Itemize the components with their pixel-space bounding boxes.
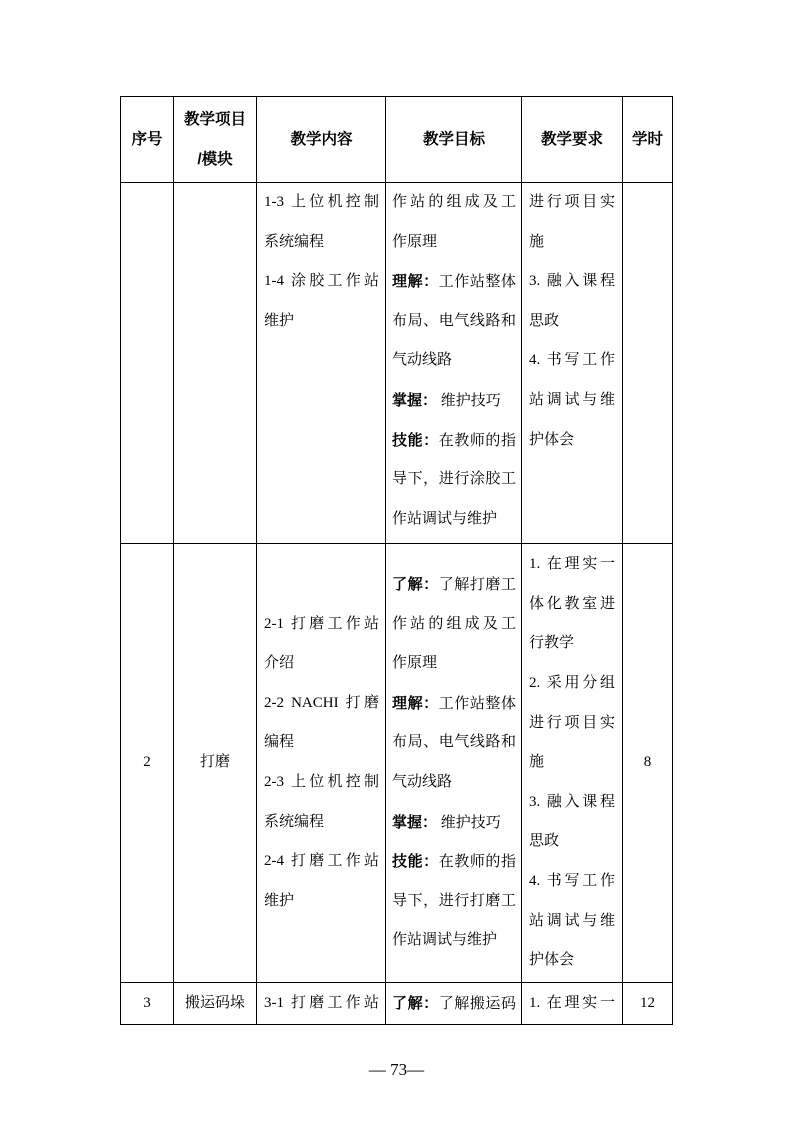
teaching-plan-table — [120, 96, 673, 1025]
text-line — [529, 783, 615, 823]
text-line — [392, 605, 516, 645]
line-text: 作站调试与维护 — [392, 510, 498, 527]
row-2-content-paragraph — [264, 763, 379, 842]
text-line — [264, 984, 379, 1024]
row-3-content-cell — [257, 983, 386, 1025]
line-text: 施 — [529, 754, 545, 771]
row-3-objective-cell — [386, 983, 522, 1025]
header-hours-cell — [623, 97, 673, 183]
page-number: — 73— — [368, 1060, 425, 1079]
row-2-hours-cell — [623, 544, 673, 983]
header-module-line-1: 教学项目 — [183, 110, 246, 128]
header-requirement: 教学要求 — [540, 130, 603, 148]
line-text: 气动线路 — [392, 352, 453, 369]
row-2-content-cell — [257, 544, 386, 983]
row-1-objective-cell — [386, 183, 522, 544]
text-line — [529, 624, 615, 664]
line-text: 1. 在理实一 — [529, 556, 615, 573]
line-text: 系统编程 — [264, 813, 325, 830]
line-text: 思政 — [529, 312, 560, 329]
text-line — [264, 183, 379, 223]
line-text: 维护技巧 — [437, 814, 501, 831]
text-line — [529, 302, 615, 342]
header-objective-cell — [386, 97, 522, 183]
line-text: 护体会 — [529, 431, 575, 448]
text-line — [264, 763, 379, 803]
row-2-seq-text: 2 — [143, 754, 151, 771]
row-3-hours-cell — [623, 983, 673, 1025]
row-3-content-paragraph — [264, 984, 379, 1024]
line-text: 思政 — [529, 833, 560, 850]
line-text: 作站的组成及工 — [392, 615, 516, 632]
row-1-requirement-paragraph — [529, 183, 615, 262]
text-line — [392, 644, 516, 684]
line-text: 施 — [529, 233, 545, 250]
text-line — [529, 183, 615, 223]
row-1-hours-cell — [623, 183, 673, 544]
row-3-seq-text: 3 — [143, 994, 151, 1011]
header-content-cell — [257, 97, 386, 183]
text-line — [529, 421, 615, 461]
row-2-objective-paragraph — [392, 565, 516, 684]
line-text: 4. 书写工作 — [529, 352, 615, 369]
line-text: 进行项目实 — [529, 714, 615, 731]
text-line — [529, 941, 615, 981]
line-text: 在教师的指 — [438, 432, 516, 449]
row-2-module-text: 打磨 — [199, 754, 230, 771]
text-line — [264, 223, 379, 263]
line-text: 护体会 — [529, 952, 575, 969]
row-2-content-paragraph — [264, 605, 379, 684]
line-text: 1. 在理实一 — [529, 994, 615, 1011]
text-line — [529, 545, 615, 585]
text-line — [392, 565, 516, 605]
text-line — [392, 183, 516, 223]
row-3-requirement-cell — [522, 983, 623, 1025]
row-1-requirement-paragraph — [529, 262, 615, 341]
row-3-seq-cell — [121, 983, 174, 1025]
line-text: 编程 — [264, 734, 295, 751]
text-line — [392, 803, 516, 843]
header-objective: 教学目标 — [422, 130, 485, 148]
line-text: 行教学 — [529, 635, 575, 652]
text-line — [392, 381, 516, 421]
header-content: 教学内容 — [290, 130, 353, 148]
line-text: 在教师的指 — [438, 854, 516, 871]
row-1-requirement-paragraph — [529, 341, 615, 460]
row-1-content-paragraph — [264, 262, 379, 341]
text-line — [529, 743, 615, 783]
header-hours: 学时 — [631, 130, 663, 148]
row-1-objective-paragraph — [392, 183, 516, 262]
item-label: 技能： — [392, 431, 439, 449]
text-line — [529, 223, 615, 263]
line-text: 工作站整体 — [438, 274, 516, 291]
row-2-requirement-paragraph — [529, 545, 615, 664]
row-3-module-text: 搬运码垛 — [184, 994, 245, 1011]
text-line — [264, 803, 379, 843]
line-text: 2-1 打磨工作站 — [264, 615, 379, 632]
text-line — [392, 341, 516, 381]
line-text: 2-2 NACHI 打磨 — [264, 694, 379, 711]
row-2-content-paragraph — [264, 684, 379, 763]
line-text: 气动线路 — [392, 774, 453, 790]
header-module-line-2: /模块 — [197, 150, 233, 168]
row-1-objective-paragraph — [392, 262, 516, 381]
row-1-seq-cell — [121, 183, 174, 544]
line-text: 2-4 打磨工作站 — [264, 853, 379, 870]
text-line — [529, 664, 615, 704]
row-2-hours-text: 8 — [643, 754, 652, 771]
row-2-objective-paragraph — [392, 803, 516, 843]
line-text: 1-3 上位机控制 — [264, 194, 379, 210]
row-1-requirement-cell — [522, 183, 623, 544]
row-2-seq-cell — [121, 544, 174, 983]
line-text: 作原理 — [392, 233, 438, 250]
row-3-hours-text: 12 — [640, 994, 655, 1011]
line-text: 4. 书写工作 — [529, 872, 615, 889]
item-label: 理解： — [392, 694, 439, 712]
line-text: 3-1 打磨工作站 — [264, 994, 379, 1011]
line-text: 介绍 — [264, 655, 295, 672]
line-text: 1-4 涂胶工作站 — [264, 273, 379, 290]
text-line — [529, 862, 615, 902]
row-2-requirement-cell — [522, 544, 623, 983]
text-line — [529, 822, 615, 862]
row-2-content-paragraph — [264, 842, 379, 921]
item-label: 了解： — [392, 994, 439, 1012]
line-text: 作站的组成及工 — [392, 194, 516, 210]
item-label: 了解： — [392, 576, 439, 594]
text-line — [392, 763, 516, 803]
text-line — [264, 262, 379, 302]
row-3-objective-paragraph — [392, 984, 516, 1024]
row-2-objective-paragraph — [392, 842, 516, 961]
text-line — [392, 684, 516, 724]
text-line — [392, 223, 516, 263]
row-2-requirement-paragraph — [529, 664, 615, 783]
text-line — [392, 421, 516, 461]
text-line — [392, 921, 516, 961]
line-text: 3. 融入课程 — [529, 273, 615, 290]
text-line — [392, 302, 516, 342]
header-seq: 序号 — [131, 130, 163, 148]
text-line — [264, 882, 379, 922]
item-label: 掌握： — [392, 391, 438, 409]
row-2-module-cell — [174, 544, 257, 983]
text-line — [392, 262, 516, 302]
line-text: 作站调试与维护 — [392, 932, 498, 949]
line-text: 3. 融入课程 — [529, 793, 615, 810]
row-1-content-paragraph — [264, 183, 379, 262]
header-module-cell — [174, 97, 257, 183]
line-text: 站调试与维 — [529, 912, 615, 929]
line-text: 系统编程 — [264, 233, 325, 250]
text-line — [529, 341, 615, 381]
line-text: 工作站整体 — [438, 695, 516, 712]
row-1-content-cell — [257, 183, 386, 544]
line-text: 体化教室进 — [529, 595, 615, 612]
text-line — [264, 723, 379, 763]
text-line — [529, 585, 615, 625]
line-text: 维护 — [264, 892, 295, 909]
line-text: 了解打磨工 — [438, 577, 516, 594]
row-2-objective-cell — [386, 544, 522, 983]
line-text: 导下，进行打磨工 — [392, 892, 516, 909]
text-line — [529, 902, 615, 942]
text-line — [392, 500, 516, 540]
line-text: 2. 采用分组 — [529, 675, 615, 692]
line-text: 布局、电气线路和 — [392, 734, 516, 751]
text-line — [264, 842, 379, 882]
text-line — [529, 704, 615, 744]
line-text: 站调试与维 — [529, 391, 615, 408]
line-text: 2-3 上位机控制 — [264, 774, 379, 790]
text-line — [529, 262, 615, 302]
text-line — [264, 605, 379, 645]
text-line — [264, 644, 379, 684]
line-text: 进行项目实 — [529, 194, 615, 210]
line-text: 布局、电气线路和 — [392, 312, 516, 329]
item-label: 掌握： — [392, 813, 438, 831]
row-1-objective-paragraph — [392, 381, 516, 421]
header-requirement-cell — [522, 97, 623, 183]
item-label: 技能： — [392, 853, 439, 871]
row-1-module-cell — [174, 183, 257, 544]
text-line — [392, 984, 516, 1024]
row-2-requirement-paragraph — [529, 862, 615, 981]
text-line — [264, 684, 379, 724]
text-line — [529, 984, 615, 1024]
row-3-requirement-paragraph — [529, 984, 615, 1024]
item-label: 理解： — [392, 273, 439, 291]
text-line — [392, 842, 516, 882]
line-text: 维护 — [264, 312, 295, 329]
line-text: 导下，进行涂胶工 — [392, 471, 516, 488]
row-3-module-cell — [174, 983, 257, 1025]
row-2-objective-paragraph — [392, 684, 516, 803]
line-text: 作原理 — [392, 655, 438, 672]
text-line — [529, 381, 615, 421]
line-text: 维护技巧 — [437, 392, 501, 409]
line-text: 了解搬运码 — [438, 995, 516, 1012]
text-line — [264, 302, 379, 342]
header-seq-cell — [121, 97, 174, 183]
text-line — [392, 723, 516, 763]
row-1-objective-paragraph — [392, 421, 516, 540]
text-line — [392, 882, 516, 922]
text-line — [392, 460, 516, 500]
row-2-requirement-paragraph — [529, 783, 615, 862]
